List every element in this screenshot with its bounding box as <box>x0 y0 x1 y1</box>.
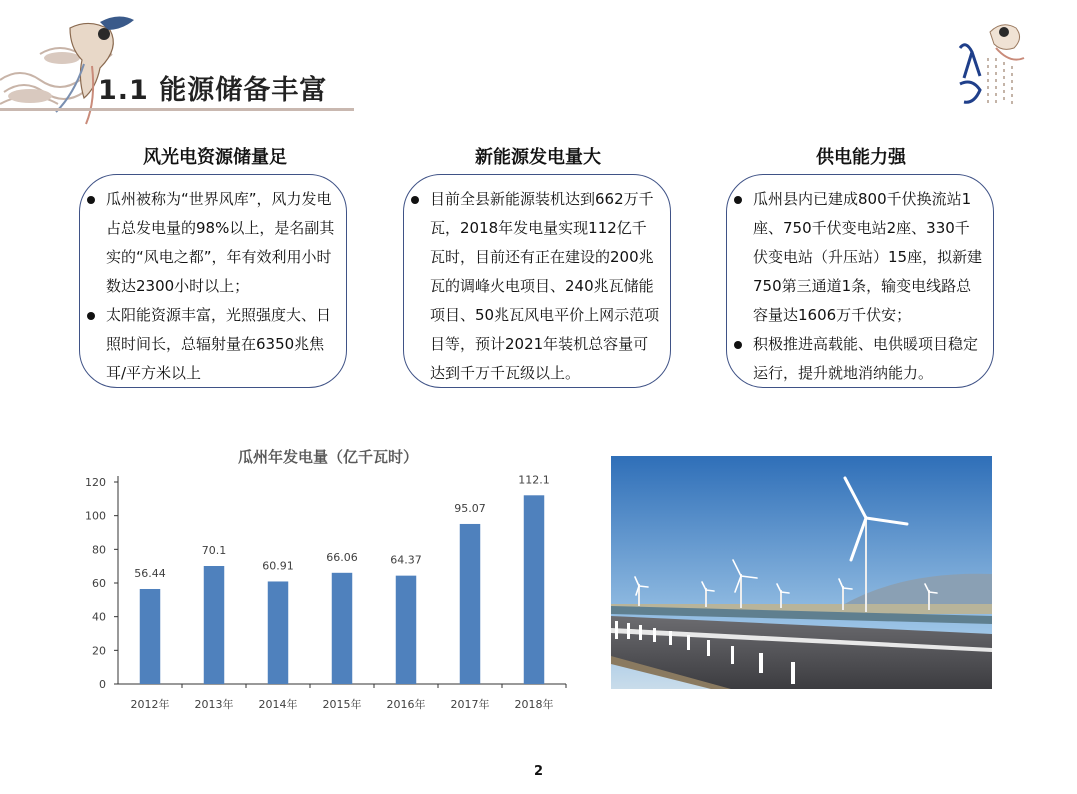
list-item-text: 太阳能资源丰富，光照强度大、日照时间长，总辐射量在6350兆焦耳/平方米以上 <box>106 306 332 382</box>
list-item <box>753 330 983 388</box>
y-tick-label: 40 <box>92 610 106 624</box>
x-tick-label: 2014年 <box>258 698 298 711</box>
x-tick-label: 2018年 <box>514 698 554 711</box>
list-item <box>753 185 983 330</box>
bar <box>396 576 416 684</box>
data-label: 56.44 <box>134 566 166 580</box>
list-item-text: 瓜州县内已建成800千伏换流站1座、750千伏变电站2座、330千伏变电站（升压站）15座，拟新建750第三通道1条，输变电线路总容量达1606万千伏安； <box>753 190 983 324</box>
y-tick-label: 120 <box>85 476 106 489</box>
guazhou-logo-icon <box>950 18 1030 114</box>
y-tick-label: 20 <box>92 644 106 658</box>
data-label: 70.1 <box>201 543 227 557</box>
data-label: 60.91 <box>262 559 294 573</box>
list-item <box>106 301 336 388</box>
data-label: 95.07 <box>454 501 486 515</box>
list-item-text: 目前全县新能源装机达到662万千瓦，2018年发电量实现112亿千瓦时，目前还有正在建设的200兆瓦的调峰火电项目、240兆瓦储能项目、50兆瓦风电平价上网示范项目等，预计2021年装机总容量可达到千万千瓦级以上。 <box>430 190 660 382</box>
y-tick-label: 80 <box>92 543 106 557</box>
bullet-icon <box>411 196 419 204</box>
page-number: 2 <box>533 764 544 779</box>
bar <box>332 573 352 684</box>
y-tick-label: 60 <box>92 577 106 590</box>
x-tick-label: 2017年 <box>450 698 490 711</box>
column-heading-resources: 风光电资源储量足 <box>143 147 287 168</box>
annual-generation-bar-chart <box>78 440 578 720</box>
x-tick-label: 2013年 <box>194 698 234 711</box>
bullet-icon <box>87 196 95 204</box>
bar <box>460 524 480 684</box>
wind-turbines-highway-photo <box>611 456 992 689</box>
bar <box>204 566 224 684</box>
bullet-icon <box>734 341 742 349</box>
chart-title: 瓜州年发电量（亿千瓦时） <box>237 448 419 466</box>
column-heading-supply: 供电能力强 <box>816 147 906 168</box>
data-label: 64.37 <box>390 553 422 567</box>
list-item <box>106 185 336 301</box>
list-item-text: 瓜州被称为“世界风库”，风力发电占总发电量的98%以上，是名副其实的“风电之都”，年有效利用小时数达2300小时以上； <box>106 190 335 295</box>
info-card-generation <box>403 174 671 388</box>
data-label: 112.1 <box>518 473 550 487</box>
bar <box>524 495 544 684</box>
x-tick-label: 2015年 <box>322 698 362 711</box>
slide-title: 1.1 能源储备丰富 <box>98 75 328 106</box>
list-item-text: 积极推进高载能、电供暖项目稳定运行，提升就地消纳能力。 <box>753 335 979 382</box>
y-tick-label: 100 <box>85 509 106 523</box>
bullet-icon <box>87 312 95 320</box>
info-card-resources <box>79 174 347 388</box>
y-tick-label: 0 <box>99 678 106 691</box>
bullet-icon <box>734 196 742 204</box>
column-heading-generation: 新能源发电量大 <box>475 147 601 168</box>
x-tick-label: 2012年 <box>130 698 170 711</box>
x-tick-label: 2016年 <box>386 698 426 711</box>
list-item <box>430 185 660 388</box>
bar <box>140 589 160 684</box>
data-label: 66.06 <box>326 550 358 564</box>
info-card-supply <box>726 174 994 388</box>
bar <box>268 581 288 684</box>
